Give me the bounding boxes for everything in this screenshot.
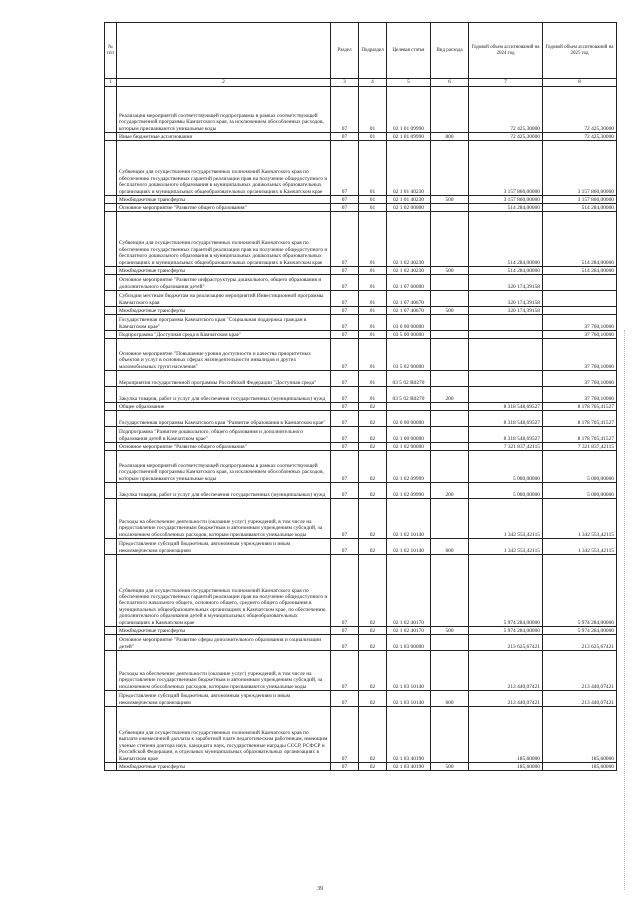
- cell-name: Субвенции для осуществления государственных полномочий Камчатского края по обеспечению государственных гарантий реализации прав на получение общедоступного и бесплатного дошкольного образования в муниципальных дошкольных образовательных организациях и муниципальных общеобразовательных организациях в Камчатском крае: [117, 141, 331, 196]
- cell-num: [105, 212, 117, 267]
- cell-csr: 02 1 01 40230: [387, 196, 431, 204]
- cell-vr: 600: [431, 691, 469, 707]
- cell-podrazdel: 02: [359, 451, 387, 483]
- cell-podrazdel: 01: [359, 387, 387, 403]
- cell-vr: 600: [431, 539, 469, 555]
- cell-num: [105, 627, 117, 635]
- cell-podrazdel: 02: [359, 539, 387, 555]
- cell-vr: 500: [431, 763, 469, 771]
- cell-razdel: 07: [331, 763, 359, 771]
- cell-podrazdel: 02: [359, 635, 387, 651]
- cell-value-2025: 72 425,30000: [543, 87, 617, 133]
- cell-podrazdel: 01: [359, 141, 387, 196]
- table-row: [105, 627, 617, 635]
- header-name: [117, 23, 331, 79]
- cell-value-2025: 5 000,00000: [543, 483, 617, 499]
- cell-name: Субвенции для осуществления государственных полномочий Камчатского края по выплате ежемесячной доплаты к заработной плате педагогическим работникам, имеющим ученые степени доктора наук, кандидата наук, государственные награды СССР, РСФСР и Российской Федерации, в отдельных муниципальных образовательных организациях в Камчатском крае: [117, 707, 331, 763]
- cell-value-2024: 1 342 553,42115: [469, 539, 543, 555]
- cell-value-2025: 5 000,00000: [543, 451, 617, 483]
- cell-value-2024: 320 174,39158: [469, 307, 543, 315]
- cell-razdel: 07: [331, 133, 359, 141]
- cell-value-2025: 185,60000: [543, 707, 617, 763]
- cell-name: Основное мероприятие "Развитие сферы дополнительного образования и социализации детей": [117, 635, 331, 651]
- cell-podrazdel: 02: [359, 651, 387, 691]
- cell-csr: 03 5 02 R0270: [387, 387, 431, 403]
- col-number: 8: [543, 79, 617, 87]
- cell-csr: 02 1 02 40230: [387, 212, 431, 267]
- header-num: № п/п: [105, 23, 117, 79]
- cell-value-2024: 514 284,00000: [469, 212, 543, 267]
- cell-value-2024: 213 625,67421: [469, 635, 543, 651]
- cell-value-2025: 37 760,10000: [543, 387, 617, 403]
- cell-vr: [431, 371, 469, 387]
- header-2025: Годовой объем ассигнований на 2025 год: [543, 23, 617, 79]
- cell-value-2025: 3 157 860,00000: [543, 196, 617, 204]
- cell-podrazdel: 01: [359, 212, 387, 267]
- cell-vr: 500: [431, 196, 469, 204]
- cell-csr: 02 1 03 10140: [387, 651, 431, 691]
- cell-value-2024: 7 321 837,42115: [469, 443, 543, 451]
- cell-value-2025: 37 760,10000: [543, 331, 617, 339]
- cell-razdel: 07: [331, 411, 359, 427]
- cell-num: [105, 267, 117, 275]
- cell-value-2024: 3 157 860,00000: [469, 196, 543, 204]
- cell-podrazdel: 01: [359, 267, 387, 275]
- cell-razdel: 07: [331, 141, 359, 196]
- cell-podrazdel: 01: [359, 339, 387, 371]
- table-row: [105, 443, 617, 451]
- cell-podrazdel: 01: [359, 204, 387, 212]
- cell-name: Подпрограмма "Доступная среда в Камчатском крае": [117, 331, 331, 339]
- cell-podrazdel: 02: [359, 443, 387, 451]
- cell-name: Государственная программа Камчатского края "Развитие образования в Камчатском крае": [117, 411, 331, 427]
- cell-value-2025: 8 178 705,41527: [543, 403, 617, 411]
- cell-vr: [431, 555, 469, 627]
- table-row: [105, 339, 617, 371]
- cell-razdel: 07: [331, 331, 359, 339]
- cell-name: Мероприятия государственной программы Российской Федерации "Доступная среда": [117, 371, 331, 387]
- cell-name: Межбюджетные трансферты: [117, 763, 331, 771]
- cell-razdel: 07: [331, 212, 359, 267]
- table-row: [105, 387, 617, 403]
- cell-num: [105, 307, 117, 315]
- cell-razdel: 07: [331, 267, 359, 275]
- cell-podrazdel: 01: [359, 315, 387, 331]
- table-row: [105, 371, 617, 387]
- cell-value-2025: 213 440,07421: [543, 691, 617, 707]
- cell-csr: 02 1 03 40190: [387, 707, 431, 763]
- cell-vr: 500: [431, 627, 469, 635]
- cell-num: [105, 371, 117, 387]
- cell-csr: 03 5 00 00000: [387, 331, 431, 339]
- cell-value-2024: 72 425,30000: [469, 87, 543, 133]
- cell-value-2024: [469, 331, 543, 339]
- header-vr: Вид расхода: [431, 23, 469, 79]
- cell-value-2024: 8 318 548,69527: [469, 411, 543, 427]
- cell-value-2025: 1 342 553,42115: [543, 499, 617, 539]
- cell-razdel: 07: [331, 555, 359, 627]
- cell-value-2024: 213 440,07421: [469, 651, 543, 691]
- cell-value-2024: 1 342 553,42115: [469, 499, 543, 539]
- cell-name: Государственная программа Камчатского края "Социальная поддержка граждан в Камчатском крае": [117, 315, 331, 331]
- cell-podrazdel: 01: [359, 196, 387, 204]
- cell-name: Основное мероприятие "Развитие инфраструктуры дошкольного, общего образования и дополнительного образования детей": [117, 275, 331, 291]
- cell-num: [105, 196, 117, 204]
- header-razdel: Раздел: [331, 23, 359, 79]
- cell-name: Подпрограмма "Развитие дошкольного, общего образования и дополнительного образования детей в Камчатском крае": [117, 427, 331, 443]
- cell-value-2024: 5 974 284,00000: [469, 627, 543, 635]
- cell-value-2024: 320 174,39158: [469, 275, 543, 291]
- cell-value-2024: [469, 315, 543, 331]
- cell-num: [105, 411, 117, 427]
- cell-podrazdel: 01: [359, 133, 387, 141]
- cell-num: [105, 403, 117, 411]
- cell-num: [105, 451, 117, 483]
- cell-num: [105, 141, 117, 196]
- cell-value-2025: 1 342 553,42115: [543, 539, 617, 555]
- cell-name: Основное мероприятие "Развитие общего образования": [117, 443, 331, 451]
- cell-value-2024: 213 440,07421: [469, 691, 543, 707]
- cell-podrazdel: 02: [359, 403, 387, 411]
- cell-csr: 02 1 02 10140: [387, 539, 431, 555]
- col-number: 3: [331, 79, 359, 87]
- cell-vr: 200: [431, 387, 469, 403]
- cell-value-2024: 5 000,00000: [469, 483, 543, 499]
- cell-vr: [431, 339, 469, 371]
- cell-name: Субвенции для осуществления государственных полномочий Камчатского края по обеспечению государственных гарантий реализации прав на получение общедоступного и бесплатного начального общего, основного общего, среднего общего образования в муниципальных общеобразовательных организациях в Камчатском крае, по обеспечению дополнительного образования детей в муниципальных общеобразовательных организациях в Камчатском крае: [117, 555, 331, 627]
- cell-num: [105, 539, 117, 555]
- header-podrazdel: Подраздел: [359, 23, 387, 79]
- cell-vr: [431, 403, 469, 411]
- cell-num: [105, 87, 117, 133]
- cell-value-2025: 5 974 284,00000: [543, 627, 617, 635]
- table-row: [105, 427, 617, 443]
- cell-csr: 02 1 03 10140: [387, 691, 431, 707]
- cell-csr: 02 1 03 40190: [387, 763, 431, 771]
- cell-razdel: 07: [331, 499, 359, 539]
- cell-num: [105, 387, 117, 403]
- cell-value-2024: 72 425,30000: [469, 133, 543, 141]
- cell-num: [105, 339, 117, 371]
- cell-value-2025: 5 974 284,00000: [543, 555, 617, 627]
- cell-name: Закупка товаров, работ и услуг для обеспечения государственных (муниципальных) нужд: [117, 387, 331, 403]
- cell-value-2025: 514 284,00000: [543, 267, 617, 275]
- cell-podrazdel: 02: [359, 483, 387, 499]
- table-row: [105, 539, 617, 555]
- cell-vr: 800: [431, 133, 469, 141]
- cell-csr: 02 1 07 40670: [387, 291, 431, 307]
- cell-name: Субсидии местным бюджетам на реализацию мероприятий Инвестиционной программы Камчатского края: [117, 291, 331, 307]
- cell-name: Предоставление субсидий бюджетным, автономным учреждениям и иным некоммерческим организациям: [117, 691, 331, 707]
- cell-razdel: 07: [331, 315, 359, 331]
- cell-razdel: 07: [331, 427, 359, 443]
- cell-csr: 02 1 02 40170: [387, 627, 431, 635]
- cell-name: Межбюджетные трансферты: [117, 196, 331, 204]
- cell-podrazdel: 02: [359, 555, 387, 627]
- table-row: [105, 483, 617, 499]
- cell-razdel: 07: [331, 691, 359, 707]
- table-body: [105, 87, 617, 771]
- table-row: [105, 275, 617, 291]
- table-row: [105, 212, 617, 267]
- cell-csr: 02 1 02 00000: [387, 204, 431, 212]
- cell-csr: [387, 403, 431, 411]
- cell-num: [105, 315, 117, 331]
- cell-vr: [431, 275, 469, 291]
- cell-name: Межбюджетные трансферты: [117, 267, 331, 275]
- table-row: [105, 141, 617, 196]
- cell-razdel: 07: [331, 483, 359, 499]
- cell-podrazdel: 02: [359, 707, 387, 763]
- cell-vr: [431, 204, 469, 212]
- table-row: [105, 267, 617, 275]
- cell-value-2025: 185,60000: [543, 763, 617, 771]
- cell-vr: [431, 331, 469, 339]
- cell-razdel: 07: [331, 443, 359, 451]
- cell-csr: 02 1 02 40170: [387, 555, 431, 627]
- cell-value-2025: [543, 291, 617, 307]
- cell-razdel: 07: [331, 387, 359, 403]
- cell-value-2024: 185,60000: [469, 763, 543, 771]
- col-number: 7: [469, 79, 543, 87]
- cell-csr: 02 1 01 09990: [387, 87, 431, 133]
- cell-value-2025: 37 760,10000: [543, 339, 617, 371]
- cell-num: [105, 275, 117, 291]
- cell-vr: [431, 427, 469, 443]
- cell-num: [105, 691, 117, 707]
- cell-vr: [431, 212, 469, 267]
- cell-name: Закупка товаров, работ и услуг для обеспечения государственных (муниципальных) нужд: [117, 483, 331, 499]
- table-row: [105, 403, 617, 411]
- cell-csr: 02 1 02 40230: [387, 267, 431, 275]
- table-row: [105, 707, 617, 763]
- cell-name: Расходы на обеспечение деятельности (оказание услуг) учреждений, в том числе на предоставление государственным бюджетным и автономным учреждениям субсидий, за исключением обособленных расходов, которым присваиваются уникальные коды: [117, 499, 331, 539]
- cell-razdel: 07: [331, 204, 359, 212]
- cell-name: Предоставление субсидий бюджетным, автономным учреждениям и иным некоммерческим организациям: [117, 539, 331, 555]
- table-row: [105, 196, 617, 204]
- cell-razdel: 07: [331, 403, 359, 411]
- cell-razdel: 07: [331, 291, 359, 307]
- cell-podrazdel: 02: [359, 411, 387, 427]
- cell-vr: 500: [431, 267, 469, 275]
- table-row: [105, 307, 617, 315]
- cell-razdel: 07: [331, 651, 359, 691]
- cell-csr: 02 1 07 40670: [387, 307, 431, 315]
- cell-num: [105, 651, 117, 691]
- cell-vr: [431, 87, 469, 133]
- cell-value-2025: [543, 275, 617, 291]
- page-number: 39: [317, 886, 323, 892]
- table-row: [105, 635, 617, 651]
- cell-num: [105, 443, 117, 451]
- cell-num: [105, 499, 117, 539]
- cell-value-2025: 37 760,10000: [543, 315, 617, 331]
- cell-podrazdel: 01: [359, 275, 387, 291]
- cell-vr: [431, 651, 469, 691]
- cell-razdel: 07: [331, 196, 359, 204]
- cell-value-2024: 8 318 548,69527: [469, 427, 543, 443]
- cell-num: [105, 483, 117, 499]
- cell-podrazdel: 01: [359, 331, 387, 339]
- table-row: [105, 133, 617, 141]
- cell-podrazdel: 02: [359, 763, 387, 771]
- cell-razdel: 07: [331, 275, 359, 291]
- cell-num: [105, 635, 117, 651]
- cell-razdel: 07: [331, 635, 359, 651]
- cell-razdel: 07: [331, 539, 359, 555]
- cell-name: Межбюджетные трансферты: [117, 627, 331, 635]
- header-csr: Целевая статья: [387, 23, 431, 79]
- col-number: 4: [359, 79, 387, 87]
- cell-podrazdel: 02: [359, 627, 387, 635]
- cell-name: Основное мероприятие "Повышение уровня доступности и качества приоритетных объектов и услуг в основных сферах жизнедеятельности инвалидов и других маломобильных групп населения": [117, 339, 331, 371]
- table-row: [105, 499, 617, 539]
- cell-value-2024: 3 157 860,00000: [469, 141, 543, 196]
- cell-csr: 02 1 00 00000: [387, 427, 431, 443]
- table-row: [105, 555, 617, 627]
- cell-vr: [431, 635, 469, 651]
- cell-vr: 500: [431, 307, 469, 315]
- cell-value-2024: 514 284,00000: [469, 204, 543, 212]
- cell-csr: 02 1 02 09990: [387, 483, 431, 499]
- cell-num: [105, 555, 117, 627]
- cell-name: Субвенции для осуществления государственных полномочий Камчатского края по обеспечению государственных гарантий реализации прав на получение общедоступного и бесплатного дошкольного образования в муниципальных дошкольных образовательных организациях и муниципальных общеобразовательных организациях в Камчатском крае: [117, 212, 331, 267]
- cell-value-2024: [469, 371, 543, 387]
- col-number: 1: [105, 79, 117, 87]
- cell-num: [105, 427, 117, 443]
- table-row: [105, 331, 617, 339]
- cell-num: [105, 331, 117, 339]
- cell-vr: [431, 291, 469, 307]
- cell-csr: 02 1 07 00000: [387, 275, 431, 291]
- cell-vr: [431, 411, 469, 427]
- cell-podrazdel: 01: [359, 291, 387, 307]
- cell-name: Общее образование: [117, 403, 331, 411]
- cell-num: [105, 133, 117, 141]
- cell-csr: 02 1 01 40230: [387, 141, 431, 196]
- cell-value-2024: [469, 387, 543, 403]
- col-number: 5: [387, 79, 431, 87]
- table-row: [105, 691, 617, 707]
- cell-csr: 02 1 03 00000: [387, 635, 431, 651]
- cell-csr: 02 1 02 10140: [387, 499, 431, 539]
- cell-value-2025: 514 284,00000: [543, 212, 617, 267]
- cell-podrazdel: 02: [359, 427, 387, 443]
- table-row: [105, 291, 617, 307]
- cell-num: [105, 763, 117, 771]
- cell-razdel: 07: [331, 627, 359, 635]
- cell-name: Расходы на обеспечение деятельности (оказание услуг) учреждений, в том числе на предоставление государственным бюджетным и автономным учреждениям субсидий, за исключением обособленных расходов, которым присваиваются уникальные коды: [117, 651, 331, 691]
- budget-table: [104, 22, 617, 771]
- table-row: [105, 411, 617, 427]
- cell-csr: 02 1 02 09999: [387, 451, 431, 483]
- cell-name: Реализация мероприятий соответствующей подпрограммы в рамках соответствующей государственной программы Камчатского края, за исключением обособленных расходов, которым присваиваются уникальные коды: [117, 451, 331, 483]
- col-number: 6: [431, 79, 469, 87]
- cell-num: [105, 707, 117, 763]
- cell-razdel: 07: [331, 707, 359, 763]
- cell-razdel: 07: [331, 371, 359, 387]
- cell-value-2024: 185,60000: [469, 707, 543, 763]
- cell-csr: 02 0 00 00000: [387, 411, 431, 427]
- cell-value-2025: 213 625,67421: [543, 635, 617, 651]
- cell-razdel: 07: [331, 307, 359, 315]
- cell-vr: 200: [431, 483, 469, 499]
- header-2024: Годовой объем ассигнований на 2024 год: [469, 23, 543, 79]
- cell-razdel: 07: [331, 87, 359, 133]
- cell-value-2024: [469, 339, 543, 371]
- cell-value-2024: 5 000,00000: [469, 451, 543, 483]
- cell-value-2024: 320 174,39158: [469, 291, 543, 307]
- cell-value-2025: 213 440,07421: [543, 651, 617, 691]
- scan-margin-mark: [624, 330, 626, 890]
- cell-razdel: 07: [331, 451, 359, 483]
- column-number-row: [105, 79, 617, 87]
- cell-value-2025: 8 178 705,41527: [543, 411, 617, 427]
- table-header-row: [105, 23, 617, 79]
- cell-value-2025: [543, 307, 617, 315]
- cell-razdel: 07: [331, 339, 359, 371]
- cell-value-2025: 37 760,10000: [543, 371, 617, 387]
- cell-value-2024: 8 318 548,69527: [469, 403, 543, 411]
- cell-name: Реализация мероприятий соответствующей подпрограммы в рамках соответствующей государственной программы Камчатского края, за исключением обособленных расходов, которым присваиваются уникальные коды: [117, 87, 331, 133]
- table-row: [105, 651, 617, 691]
- cell-csr: 03 5 02 R0270: [387, 371, 431, 387]
- table-row: [105, 763, 617, 771]
- cell-value-2024: 5 974 284,00000: [469, 555, 543, 627]
- cell-value-2025: 7 321 837,42115: [543, 443, 617, 451]
- cell-podrazdel: 02: [359, 691, 387, 707]
- cell-csr: 02 1 02 00000: [387, 443, 431, 451]
- cell-vr: [431, 141, 469, 196]
- cell-name: Основное мероприятие "Развитие общего образования": [117, 204, 331, 212]
- cell-value-2025: 3 157 860,00000: [543, 141, 617, 196]
- cell-value-2024: 514 284,00000: [469, 267, 543, 275]
- table-row: [105, 315, 617, 331]
- cell-num: [105, 291, 117, 307]
- cell-podrazdel: 01: [359, 371, 387, 387]
- cell-podrazdel: 02: [359, 499, 387, 539]
- cell-num: [105, 204, 117, 212]
- cell-value-2025: 8 178 705,41527: [543, 427, 617, 443]
- cell-vr: [431, 315, 469, 331]
- cell-csr: 03 0 00 00000: [387, 315, 431, 331]
- cell-value-2025: 72 425,30000: [543, 133, 617, 141]
- cell-vr: [431, 443, 469, 451]
- cell-name: Иные бюджетные ассигнования: [117, 133, 331, 141]
- table-row: [105, 451, 617, 483]
- cell-name: Межбюджетные трансферты: [117, 307, 331, 315]
- cell-vr: [431, 451, 469, 483]
- col-number: 2: [117, 79, 331, 87]
- cell-podrazdel: 01: [359, 307, 387, 315]
- cell-csr: 02 1 01 09990: [387, 133, 431, 141]
- cell-vr: [431, 499, 469, 539]
- table-row: [105, 87, 617, 133]
- cell-value-2025: 514 284,00000: [543, 204, 617, 212]
- table-row: [105, 204, 617, 212]
- cell-csr: 03 5 02 00000: [387, 339, 431, 371]
- cell-podrazdel: 01: [359, 87, 387, 133]
- cell-vr: [431, 707, 469, 763]
